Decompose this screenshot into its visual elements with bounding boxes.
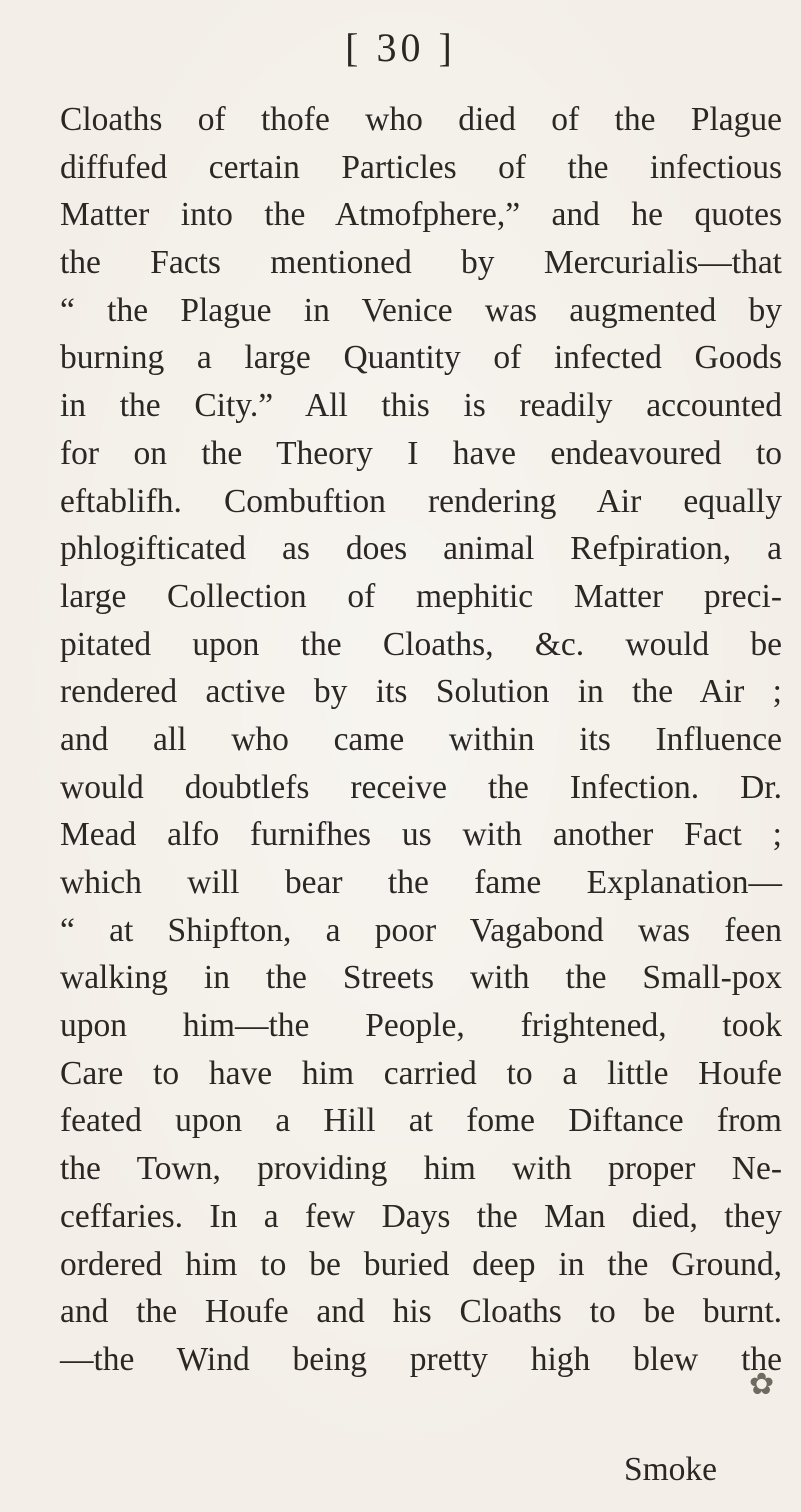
text-line: Matter into the Atmofphere,” and he quotes <box>60 196 782 234</box>
text-line: for on the Theory I have endeavoured to <box>60 434 782 472</box>
text-line: and all who came within its Influence <box>60 720 782 758</box>
text-line: which will bear the fame Explanation— <box>60 864 782 901</box>
text-line: burning a large Quantity of infected Goods <box>60 339 782 377</box>
text-line: Care to have him carried to a little Houfe <box>60 1054 782 1092</box>
body-text <box>60 96 782 1384</box>
text-line: ordered him to be buried deep in the Ground, <box>60 1245 782 1283</box>
text-line: rendered active by its Solution in the Air ; <box>60 673 782 711</box>
text-line: the Town, providing him with proper Ne- <box>60 1150 782 1188</box>
text-line: “ the Plague in Venice was augmented by <box>60 291 782 329</box>
text-line: feated upon a Hill at fome Diftance from <box>60 1102 782 1140</box>
text-line: “ at Shipfton, a poor Vagabond was feen <box>60 911 782 949</box>
text-line: upon him—the People, frightened, took <box>60 1007 782 1045</box>
page-number-header: [ 30 ] <box>345 25 456 70</box>
text-line: —the Wind being pretty high blew the <box>60 1340 782 1378</box>
text-line: Mead alfo furnifhes us with another Fact ; <box>60 816 782 854</box>
text-line: large Collection of mephitic Matter preci- <box>60 577 782 615</box>
catchword: Smoke <box>623 1451 717 1488</box>
text-line: would doubtlefs receive the Infection. Dr. <box>60 768 782 806</box>
text-line: diffufed certain Particles of the infectious <box>60 148 782 186</box>
text-line: in the City.” All this is readily accounted <box>60 387 782 425</box>
ink-mark-icon: ✿ <box>749 1368 775 1401</box>
text-line: Cloaths of thofe who died of the Plague <box>60 101 782 138</box>
text-line: pitated upon the Cloaths, &c. would be <box>60 625 782 663</box>
text-line: and the Houfe and his Cloaths to be burnt. <box>60 1293 782 1331</box>
text-line: walking in the Streets with the Small-pox <box>60 959 782 997</box>
text-line: the Facts mentioned by Mercurialis—that <box>60 244 782 282</box>
text-line: phlogifticated as does animal Refpiration, a <box>60 530 782 568</box>
text-line: eftablifh. Combuftion rendering Air equally <box>60 482 782 520</box>
text-line: ceffaries. In a few Days the Man died, they <box>60 1197 782 1235</box>
